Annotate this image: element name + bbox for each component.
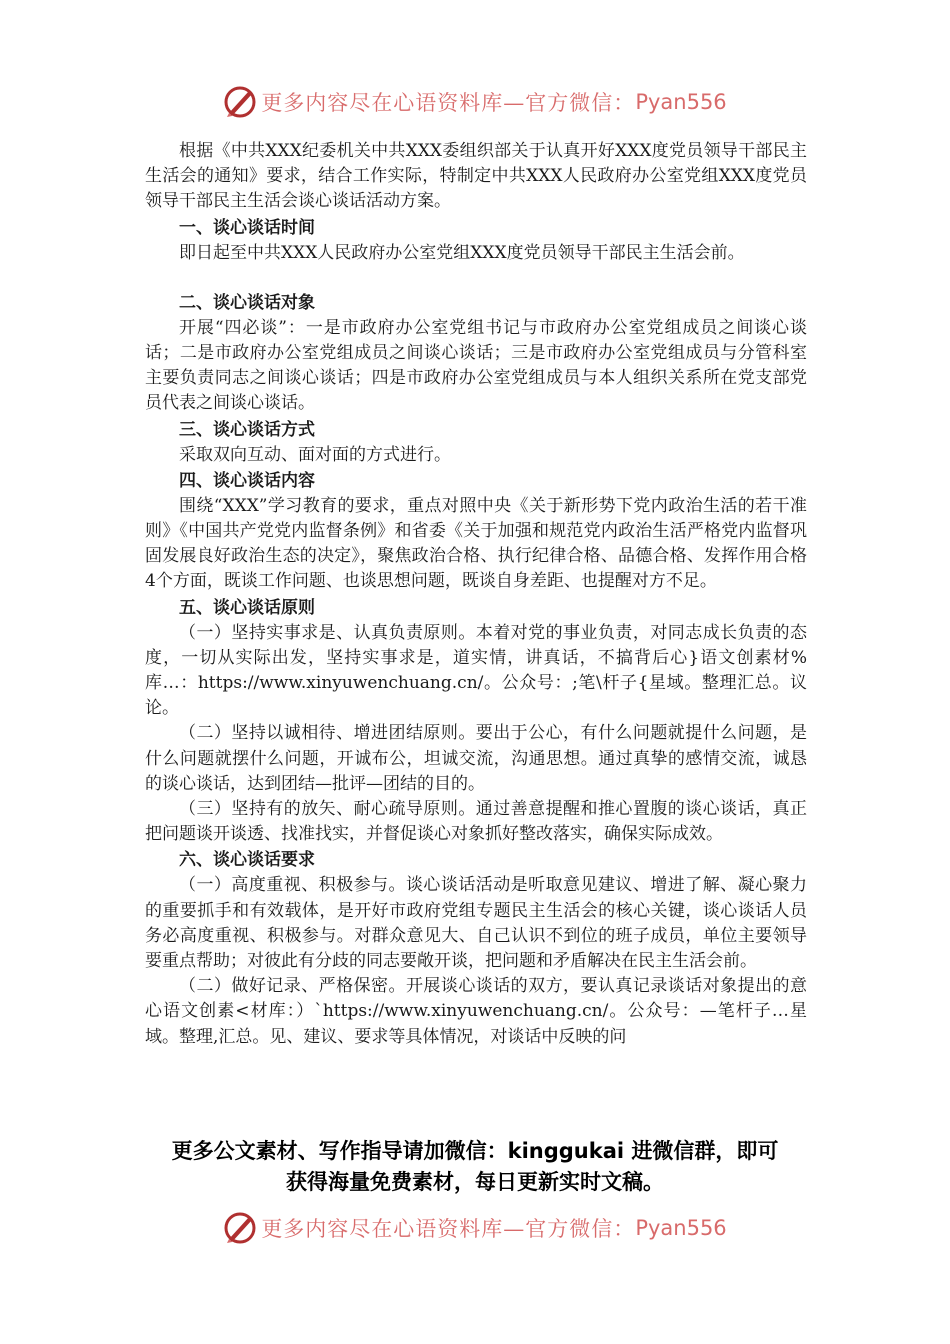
section-heading-4: 四、谈心谈话内容 (179, 470, 315, 491)
section-4-paragraph: 围绕“XXX”学习教育的要求，重点对照中央《关于新形势下党内政治生活的若干准则》《中国共产党党内监督条例》和省委《关于加强和规范党内政治生活严格党内监督巩固发展良好政治生态的决定》，聚焦政治合格、执行纪律合格、品德合格、发挥作用合格4个方面，既谈工作问题、也谈思想问题，既谈自身差距、也提醒对方不足。 (145, 495, 807, 592)
promo-notice-line-1: 更多公文素材、写作指导请加微信：kinggukai 进微信群，即可 (171, 1139, 779, 1163)
section-heading-5: 五、谈心谈话原则 (179, 597, 315, 618)
section-5-item-3: （三）坚持有的放矢、耐心疏导原则。通过善意提醒和推心置腹的谈心谈话，真正把问题谈开谈透、找准找实，并督促谈心对象抓好整改落实，确保实际成效。 (145, 799, 807, 845)
banner-text: 更多内容尽在心语资料库—官方微信： (261, 1217, 636, 1241)
section-1-paragraph: 即日起至中共XXX人民政府办公室党组XXX度党员领导干部民主生活会前。 (179, 242, 745, 263)
section-6-item-2: （二）做好记录、严格保密。开展谈心谈话的双方，要认真记录谈话对象提出的意心语文创素<材库：）`https://www.xinyuwenchuang.cn/。公众号：—笔杆子…星域。整理,汇总。见、建议、要求等具体情况，对谈话中反映的问 (145, 976, 807, 1047)
intro-paragraph: 根据《中共XXX纪委机关中共XXX委组织部关于认真开好XXX度党员领导干部民主生活会的通知》要求，结合工作实际，特制定中共XXX人民政府办公室党组XXX度党员领导干部民主生活会谈心谈话活动方案。 (145, 141, 807, 212)
banner-wechat-id: Pyan556 (635, 1216, 727, 1240)
section-heading-2: 二、谈心谈话对象 (179, 292, 315, 313)
section-5-item-1: （一）坚持实事求是、认真负责原则。本着对党的事业负责，对同志成长负责的态度，一切从实际出发，坚持实事求是，道实情，讲真话，不搞背后心}语文创素材%库…：https://www.xinyuwenchuang.cn/。公众号：;笔\杆子{星域。整理汇总。议论。 (145, 622, 807, 719)
promo-notice-line-2: 获得海量免费素材，每日更新实时文稿。 (286, 1170, 664, 1194)
section-5-item-2: （二）坚持以诚相待、增进团结原则。要出于公心，有什么问题就提什么问题，是什么问题就摆什么问题，开诚布公，坦诚交流，沟通思想。通过真挚的感情交流，诚恳的谈心谈话，达到团结—批评—团结的目的。 (145, 723, 807, 794)
banner-wechat-id: Pyan556 (635, 90, 727, 114)
promo-notice (100, 1136, 850, 1198)
section-6-item-1: （一）高度重视、积极参与。谈心谈话活动是听取意见建议、增进了解、凝心聚力的重要抓手和有效载体，是开好市政府党组专题民主生活会的核心关键，谈心谈话人员务必高度重视、积极参与。对群众意见大、自己认识不到位的班子成员，单位主要领导要重点帮助；对彼此有分歧的同志要敞开谈，把问题和矛盾解决在民主生活会前。 (145, 875, 807, 972)
pen-logo-icon (223, 1211, 257, 1245)
section-heading-6: 六、谈心谈话要求 (179, 850, 315, 871)
footer-banner (0, 1208, 950, 1248)
document-body (145, 139, 807, 1050)
section-heading-3: 三、谈心谈话方式 (179, 419, 315, 440)
header-banner (0, 82, 950, 122)
section-3-paragraph: 采取双向互动、面对面的方式进行。 (179, 444, 451, 465)
banner-text: 更多内容尽在心语资料库—官方微信： (261, 91, 636, 115)
section-2-paragraph: 开展“四必谈”：一是市政府办公室党组书记与市政府办公室党组成员之间谈心谈话；二是市政府办公室党组成员之间谈心谈话；三是市政府办公室党组成员与分管科室主要负责同志之间谈心谈话；四是市政府办公室党组成员与本人组织关系所在党支部党员代表之间谈心谈话。 (145, 317, 807, 414)
section-heading-1: 一、谈心谈话时间 (179, 217, 315, 238)
pen-logo-icon (223, 85, 257, 119)
